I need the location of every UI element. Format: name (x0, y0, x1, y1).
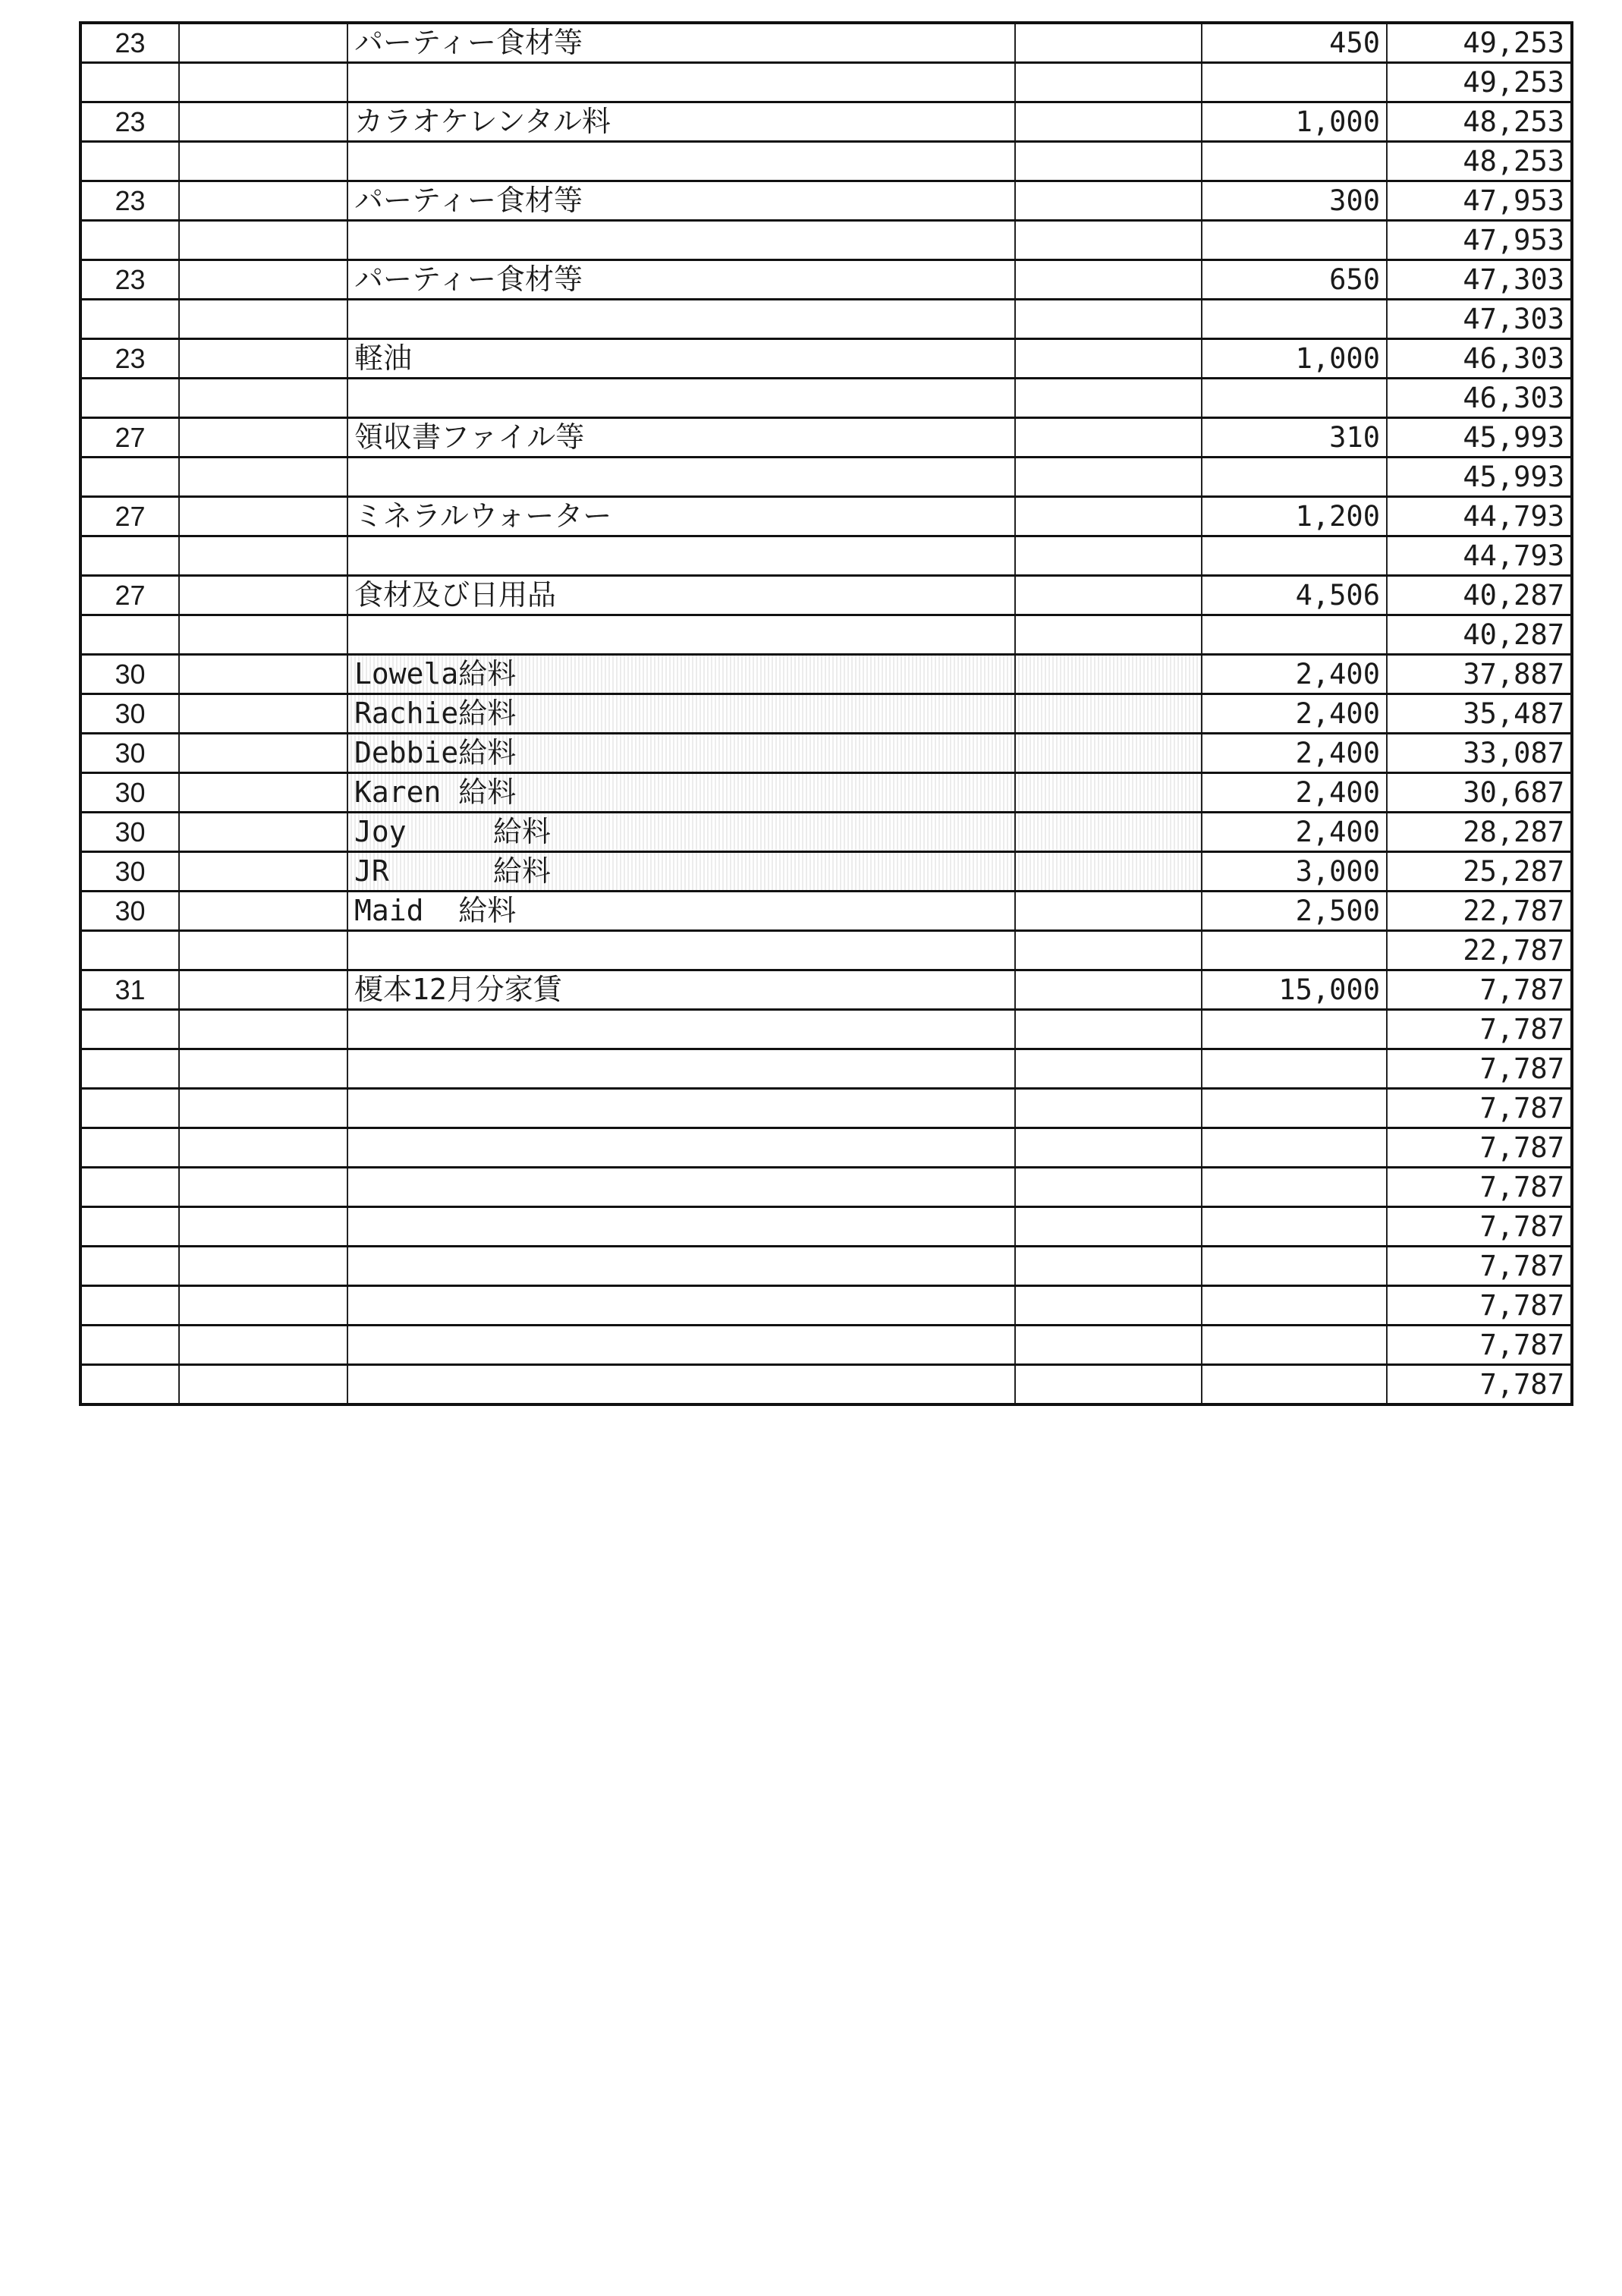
description-cell: 軽油 (347, 339, 1015, 379)
amount-cell (1202, 615, 1387, 655)
blank-cell (1015, 1286, 1202, 1326)
balance-cell: 7,787 (1387, 1326, 1572, 1365)
balance-cell: 7,787 (1387, 970, 1572, 1010)
balance-cell: 7,787 (1387, 1365, 1572, 1405)
table-row (80, 576, 1572, 615)
amount-cell: 3,000 (1202, 852, 1387, 892)
day-cell (80, 1049, 179, 1089)
amount-cell: 2,500 (1202, 892, 1387, 931)
day-cell: 23 (80, 339, 179, 379)
amount-cell: 1,200 (1202, 497, 1387, 536)
blank-cell (1015, 23, 1202, 63)
balance-cell: 7,787 (1387, 1010, 1572, 1049)
empty-cell (179, 300, 347, 339)
balance-cell: 7,787 (1387, 1286, 1572, 1326)
empty-cell (179, 497, 347, 536)
table-row (80, 1207, 1572, 1247)
blank-cell (1015, 1128, 1202, 1168)
day-cell (80, 1089, 179, 1128)
balance-cell: 44,793 (1387, 497, 1572, 536)
empty-cell (179, 655, 347, 694)
amount-cell (1202, 221, 1387, 260)
day-cell (80, 63, 179, 102)
table-row (80, 339, 1572, 379)
amount-cell (1202, 1089, 1387, 1128)
balance-cell: 7,787 (1387, 1049, 1572, 1089)
table-row (80, 734, 1572, 773)
day-cell: 30 (80, 813, 179, 852)
empty-cell (179, 181, 347, 221)
blank-cell (1015, 339, 1202, 379)
amount-cell (1202, 1168, 1387, 1207)
balance-cell: 45,993 (1387, 418, 1572, 458)
description-cell (347, 1286, 1015, 1326)
amount-cell (1202, 1326, 1387, 1365)
empty-cell (179, 813, 347, 852)
description-cell: 領収書ファイル等 (347, 418, 1015, 458)
amount-cell (1202, 379, 1387, 418)
table-row (80, 615, 1572, 655)
description-cell: Rachie給料 (347, 694, 1015, 734)
blank-cell (1015, 102, 1202, 142)
day-cell (80, 1010, 179, 1049)
table-row (80, 1326, 1572, 1365)
table-row (80, 260, 1572, 300)
empty-cell (179, 773, 347, 813)
description-cell (347, 142, 1015, 181)
table-row (80, 379, 1572, 418)
description-cell (347, 221, 1015, 260)
empty-cell (179, 221, 347, 260)
empty-cell (179, 1128, 347, 1168)
table-row (80, 102, 1572, 142)
amount-cell (1202, 536, 1387, 576)
empty-cell (179, 418, 347, 458)
day-cell (80, 615, 179, 655)
ledger-body (80, 23, 1572, 1404)
blank-cell (1015, 142, 1202, 181)
day-cell: 31 (80, 970, 179, 1010)
empty-cell (179, 1247, 347, 1286)
balance-cell: 7,787 (1387, 1168, 1572, 1207)
empty-cell (179, 852, 347, 892)
day-cell (80, 379, 179, 418)
description-cell (347, 1049, 1015, 1089)
balance-cell: 37,887 (1387, 655, 1572, 694)
table-row (80, 1247, 1572, 1286)
table-row (80, 1128, 1572, 1168)
amount-cell: 650 (1202, 260, 1387, 300)
blank-cell (1015, 1365, 1202, 1405)
blank-cell (1015, 536, 1202, 576)
balance-cell: 7,787 (1387, 1207, 1572, 1247)
blank-cell (1015, 497, 1202, 536)
empty-cell (179, 339, 347, 379)
empty-cell (179, 615, 347, 655)
balance-cell: 44,793 (1387, 536, 1572, 576)
description-cell: パーティー食材等 (347, 23, 1015, 63)
day-cell (80, 1207, 179, 1247)
balance-cell: 49,253 (1387, 23, 1572, 63)
amount-cell: 2,400 (1202, 773, 1387, 813)
empty-cell (179, 1049, 347, 1089)
description-cell (347, 1128, 1015, 1168)
blank-cell (1015, 1089, 1202, 1128)
day-cell: 23 (80, 102, 179, 142)
balance-cell: 48,253 (1387, 142, 1572, 181)
empty-cell (179, 1365, 347, 1405)
table-row (80, 458, 1572, 497)
table-row (80, 970, 1572, 1010)
amount-cell: 4,506 (1202, 576, 1387, 615)
amount-cell: 1,000 (1202, 339, 1387, 379)
balance-cell: 45,993 (1387, 458, 1572, 497)
amount-cell: 2,400 (1202, 813, 1387, 852)
day-cell (80, 221, 179, 260)
amount-cell (1202, 1049, 1387, 1089)
blank-cell (1015, 1168, 1202, 1207)
table-row (80, 63, 1572, 102)
empty-cell (179, 1168, 347, 1207)
amount-cell (1202, 63, 1387, 102)
amount-cell: 15,000 (1202, 970, 1387, 1010)
balance-cell: 40,287 (1387, 615, 1572, 655)
empty-cell (179, 892, 347, 931)
table-row (80, 536, 1572, 576)
table-row (80, 23, 1572, 63)
empty-cell (179, 379, 347, 418)
empty-cell (179, 1326, 347, 1365)
description-cell (347, 615, 1015, 655)
blank-cell (1015, 931, 1202, 970)
description-cell: カラオケレンタル料 (347, 102, 1015, 142)
description-cell: パーティー食材等 (347, 260, 1015, 300)
balance-cell: 30,687 (1387, 773, 1572, 813)
blank-cell (1015, 813, 1202, 852)
description-cell: ミネラルウォーター (347, 497, 1015, 536)
amount-cell (1202, 1207, 1387, 1247)
day-cell (80, 458, 179, 497)
amount-cell: 450 (1202, 23, 1387, 63)
empty-cell (179, 1010, 347, 1049)
table-row (80, 497, 1572, 536)
empty-cell (179, 458, 347, 497)
balance-cell: 40,287 (1387, 576, 1572, 615)
description-cell (347, 458, 1015, 497)
empty-cell (179, 694, 347, 734)
balance-cell: 35,487 (1387, 694, 1572, 734)
description-cell (347, 63, 1015, 102)
description-cell (347, 1326, 1015, 1365)
balance-cell: 47,953 (1387, 221, 1572, 260)
day-cell: 30 (80, 852, 179, 892)
balance-cell: 28,287 (1387, 813, 1572, 852)
blank-cell (1015, 63, 1202, 102)
day-cell (80, 1168, 179, 1207)
table-row (80, 1089, 1572, 1128)
balance-cell: 49,253 (1387, 63, 1572, 102)
amount-cell (1202, 142, 1387, 181)
balance-cell: 33,087 (1387, 734, 1572, 773)
balance-cell: 25,287 (1387, 852, 1572, 892)
ledger-table (79, 21, 1573, 1406)
blank-cell (1015, 892, 1202, 931)
empty-cell (179, 576, 347, 615)
balance-cell: 7,787 (1387, 1128, 1572, 1168)
blank-cell (1015, 300, 1202, 339)
day-cell: 23 (80, 181, 179, 221)
day-cell (80, 142, 179, 181)
empty-cell (179, 1207, 347, 1247)
amount-cell (1202, 931, 1387, 970)
table-row (80, 694, 1572, 734)
table-row (80, 181, 1572, 221)
amount-cell: 300 (1202, 181, 1387, 221)
description-cell (347, 931, 1015, 970)
description-cell: 榎本12月分家賃 (347, 970, 1015, 1010)
description-cell: Debbie給料 (347, 734, 1015, 773)
empty-cell (179, 931, 347, 970)
table-row (80, 892, 1572, 931)
blank-cell (1015, 1326, 1202, 1365)
blank-cell (1015, 852, 1202, 892)
blank-cell (1015, 655, 1202, 694)
description-cell (347, 1010, 1015, 1049)
blank-cell (1015, 773, 1202, 813)
amount-cell (1202, 1365, 1387, 1405)
empty-cell (179, 970, 347, 1010)
table-row (80, 1010, 1572, 1049)
day-cell: 23 (80, 23, 179, 63)
day-cell (80, 1128, 179, 1168)
table-row (80, 852, 1572, 892)
blank-cell (1015, 260, 1202, 300)
day-cell: 27 (80, 418, 179, 458)
description-cell: Lowela給料 (347, 655, 1015, 694)
description-cell (347, 379, 1015, 418)
table-row (80, 221, 1572, 260)
table-row (80, 1286, 1572, 1326)
description-cell: Karen 給料 (347, 773, 1015, 813)
empty-cell (179, 142, 347, 181)
table-row (80, 1049, 1572, 1089)
day-cell (80, 300, 179, 339)
day-cell: 30 (80, 694, 179, 734)
description-cell (347, 536, 1015, 576)
amount-cell: 2,400 (1202, 734, 1387, 773)
day-cell (80, 1365, 179, 1405)
table-row (80, 300, 1572, 339)
blank-cell (1015, 1010, 1202, 1049)
empty-cell (179, 536, 347, 576)
empty-cell (179, 23, 347, 63)
table-row (80, 813, 1572, 852)
blank-cell (1015, 418, 1202, 458)
description-cell: 食材及び日用品 (347, 576, 1015, 615)
empty-cell (179, 260, 347, 300)
amount-cell: 310 (1202, 418, 1387, 458)
day-cell (80, 536, 179, 576)
description-cell: パーティー食材等 (347, 181, 1015, 221)
amount-cell (1202, 1247, 1387, 1286)
day-cell (80, 1247, 179, 1286)
amount-cell (1202, 300, 1387, 339)
balance-cell: 48,253 (1387, 102, 1572, 142)
day-cell: 27 (80, 497, 179, 536)
balance-cell: 47,303 (1387, 300, 1572, 339)
description-cell (347, 300, 1015, 339)
amount-cell: 2,400 (1202, 694, 1387, 734)
blank-cell (1015, 379, 1202, 418)
balance-cell: 7,787 (1387, 1089, 1572, 1128)
blank-cell (1015, 1207, 1202, 1247)
day-cell: 27 (80, 576, 179, 615)
empty-cell (179, 734, 347, 773)
balance-cell: 47,303 (1387, 260, 1572, 300)
description-cell (347, 1207, 1015, 1247)
table-row (80, 1168, 1572, 1207)
blank-cell (1015, 734, 1202, 773)
empty-cell (179, 102, 347, 142)
table-row (80, 418, 1572, 458)
table-row (80, 655, 1572, 694)
description-cell (347, 1365, 1015, 1405)
blank-cell (1015, 970, 1202, 1010)
blank-cell (1015, 1247, 1202, 1286)
day-cell: 30 (80, 773, 179, 813)
day-cell (80, 1326, 179, 1365)
balance-cell: 22,787 (1387, 931, 1572, 970)
balance-cell: 22,787 (1387, 892, 1572, 931)
amount-cell (1202, 1128, 1387, 1168)
description-cell (347, 1168, 1015, 1207)
blank-cell (1015, 181, 1202, 221)
empty-cell (179, 1089, 347, 1128)
amount-cell: 2,400 (1202, 655, 1387, 694)
day-cell: 30 (80, 892, 179, 931)
table-row (80, 142, 1572, 181)
empty-cell (179, 1286, 347, 1326)
day-cell: 23 (80, 260, 179, 300)
amount-cell: 1,000 (1202, 102, 1387, 142)
table-row (80, 773, 1572, 813)
day-cell (80, 1286, 179, 1326)
balance-cell: 47,953 (1387, 181, 1572, 221)
day-cell (80, 931, 179, 970)
blank-cell (1015, 221, 1202, 260)
day-cell: 30 (80, 734, 179, 773)
amount-cell (1202, 1286, 1387, 1326)
table-row (80, 1365, 1572, 1405)
blank-cell (1015, 1049, 1202, 1089)
day-cell: 30 (80, 655, 179, 694)
description-cell (347, 1089, 1015, 1128)
amount-cell (1202, 1010, 1387, 1049)
blank-cell (1015, 576, 1202, 615)
description-cell (347, 1247, 1015, 1286)
amount-cell (1202, 458, 1387, 497)
balance-cell: 7,787 (1387, 1247, 1572, 1286)
description-cell: JR 給料 (347, 852, 1015, 892)
table-row (80, 931, 1572, 970)
balance-cell: 46,303 (1387, 379, 1572, 418)
balance-cell: 46,303 (1387, 339, 1572, 379)
description-cell: Joy 給料 (347, 813, 1015, 852)
blank-cell (1015, 694, 1202, 734)
description-cell: Maid 給料 (347, 892, 1015, 931)
empty-cell (179, 63, 347, 102)
blank-cell (1015, 458, 1202, 497)
blank-cell (1015, 615, 1202, 655)
